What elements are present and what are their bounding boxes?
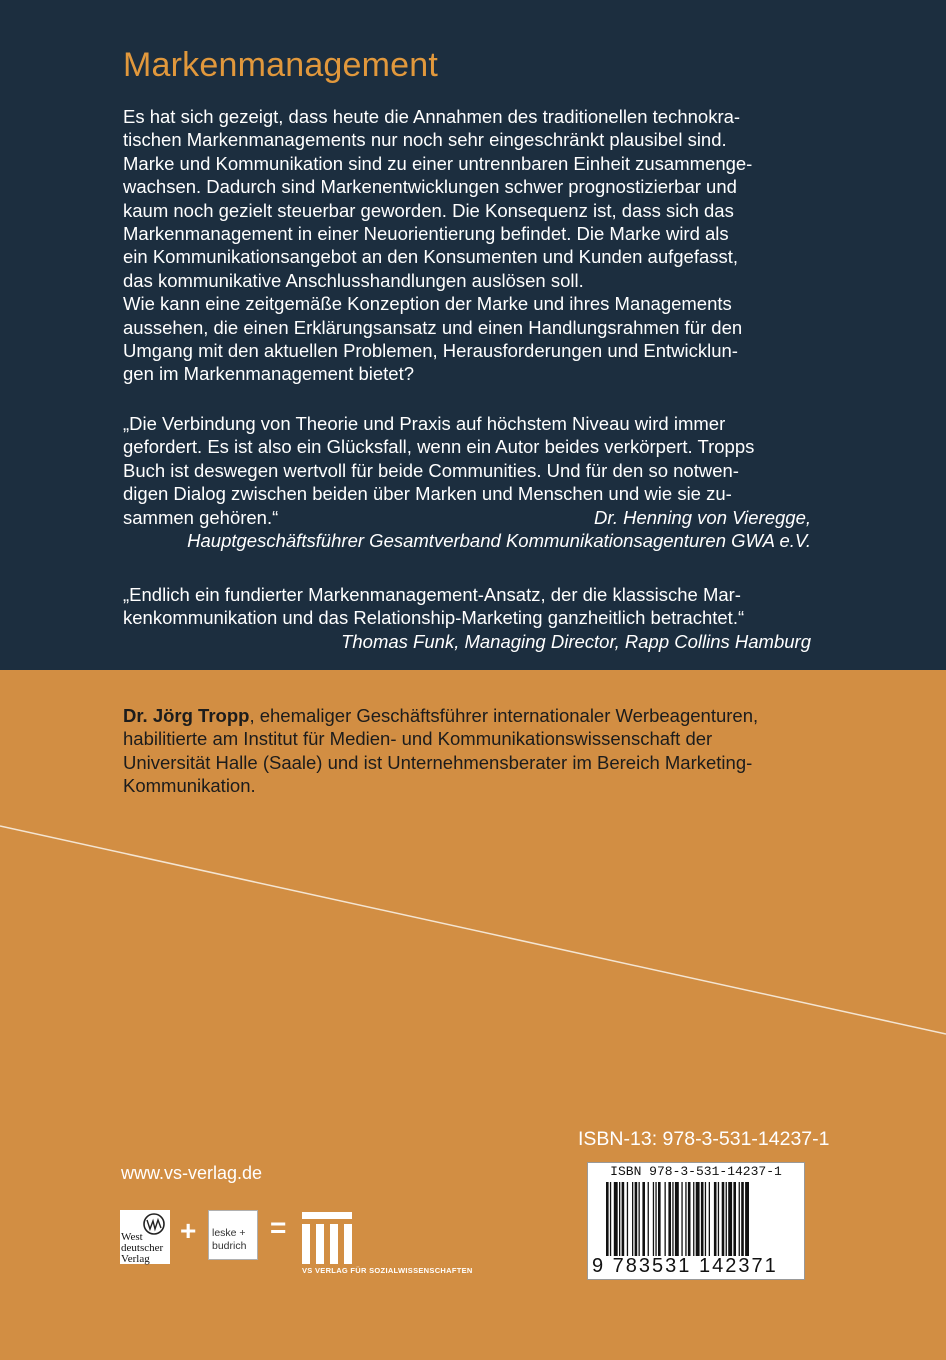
barcode-bar (745, 1182, 749, 1256)
leske-budrich-logo (208, 1210, 258, 1260)
intro-line: wachsen. Dadurch sind Markenentwicklungen schwer prognostizierbar und (123, 176, 737, 198)
quote-line: Buch ist deswegen wertvoll für beide Communities. Und für den so notwen- (123, 459, 739, 481)
barcode-bar (658, 1182, 661, 1256)
isbn-label: ISBN-13: 978-3-531-14237-1 (578, 1128, 830, 1150)
barcode-bar (685, 1182, 686, 1256)
wdv-line: West (121, 1231, 143, 1243)
barcode-bar (714, 1182, 717, 1256)
barcode-bar (642, 1182, 645, 1256)
intro-line: aussehen, die einen Erklärungsansatz und einen Handlungsrahmen für den (123, 316, 743, 338)
intro-text (123, 105, 752, 386)
wdv-line: Verlag (121, 1253, 150, 1265)
barcode-bar (733, 1182, 736, 1256)
bio-text: , ehemaliger Geschäftsführer internationaler Werbeagenturen, (249, 705, 759, 726)
barcode-bar (639, 1182, 640, 1256)
intro-line: Marke und Kommunikation sind zu einer untrennbaren Einheit zusammenge- (123, 152, 753, 174)
bio-first-line (123, 704, 758, 727)
author-name: Dr. Jörg Tropp (123, 705, 250, 726)
barcode-bar (741, 1182, 744, 1256)
plus-sign: + (180, 1215, 197, 1246)
barcode-bar (718, 1182, 719, 1256)
quote-author: Dr. Henning von Vieregge, (594, 506, 811, 528)
barcode-bar (653, 1182, 654, 1256)
equals-sign: = (270, 1212, 287, 1243)
intro-line: kaum noch gezielt steuerbar geworden. Die Konsequenz ist, dass sich das (123, 199, 734, 221)
author-bio (123, 704, 758, 798)
bio-line: Kommunikation. (123, 775, 256, 797)
barcode-bar (614, 1182, 618, 1256)
bio-line: habilitierte am Institut für Medien- und Kommunikationswissenschaft der (123, 728, 713, 750)
wdv-line: deutscher (121, 1242, 164, 1254)
barcode-bar (632, 1182, 633, 1256)
lb-line: budrich (212, 1240, 247, 1252)
publisher-website: www.vs-verlag.de (121, 1163, 263, 1183)
barcode-bar (672, 1182, 673, 1256)
barcode-bars (606, 1182, 788, 1256)
barcode-bar (627, 1182, 628, 1256)
barcode-bar (681, 1182, 682, 1256)
vs-verlag-logo-icon (302, 1212, 352, 1264)
barcode-bar (693, 1182, 694, 1256)
wdv-wordmark (121, 1232, 163, 1265)
barcode-bar (722, 1182, 725, 1256)
vs-verlag-label: VS VERLAG FÜR SOZIALWISSENSCHAFTEN (302, 1266, 473, 1275)
barcode-bar (728, 1182, 732, 1256)
quote-author-role: Hauptgeschäftsführer Gesamtverband Kommunikationsagenturen GWA e.V. (187, 530, 811, 552)
quote-line: sammen gehören.“ (123, 506, 279, 528)
lb-line: leske + (212, 1227, 246, 1239)
barcode-bar (726, 1182, 727, 1256)
barcode-bar (619, 1182, 620, 1256)
barcode-bar (668, 1182, 671, 1256)
barcode-bar (665, 1182, 666, 1256)
barcode-bar (688, 1182, 691, 1256)
intro-line: gen im Markenmanagement bietet? (123, 363, 415, 385)
barcode-bar (705, 1182, 706, 1256)
intro-line: ein Kommunikationsangebot an den Konsumenten und Kunden aufgefasst, (123, 246, 739, 268)
intro-line: Wie kann eine zeitgemäße Konzeption der Marke und ihres Managements (123, 293, 732, 315)
quote-line: „Die Verbindung von Theorie und Praxis auf höchstem Niveau wird immer (123, 413, 726, 434)
quote-last-line-row (123, 506, 811, 529)
quote-line: „Endlich ein fundierter Markenmanagement-Ansatz, der die klassische Mar- (123, 584, 741, 605)
barcode-bar (655, 1182, 656, 1256)
intro-line: das kommunikative Anschlusshandlungen auslösen soll. (123, 269, 584, 291)
intro-line: Markenmanagement in einer Neuorientierung befindet. Die Marke wird als (123, 223, 729, 245)
barcode-bar (610, 1182, 611, 1256)
barcode-bar (709, 1182, 710, 1256)
quote-attribution: Thomas Funk, Managing Director, Rapp Collins Hamburg (341, 630, 811, 652)
isbn-barcode (587, 1162, 805, 1280)
intro-line: Umgang mit den aktuellen Problemen, Herausforderungen und Entwicklun- (123, 340, 738, 362)
barcode-bar (648, 1182, 649, 1256)
barcode-bar (675, 1182, 679, 1256)
barcode-bar (622, 1182, 625, 1256)
quote-line: kenkommunikation und das Relationship-Marketing ganzheitlich betrachtet.“ (123, 607, 745, 629)
book-title: Markenmanagement (123, 46, 439, 84)
barcode-bar (606, 1182, 609, 1256)
barcode-bar (701, 1182, 704, 1256)
barcode-top-text: ISBN 978-3-531-14237-1 (610, 1164, 782, 1179)
intro-line: Es hat sich gezeigt, dass heute die Annahmen des traditionellen technokra- (123, 106, 741, 127)
barcode-bar (635, 1182, 638, 1256)
intro-line: tischen Markenmanagements nur noch sehr eingeschränkt plausibel sind. (123, 129, 727, 151)
barcode-bar (739, 1182, 740, 1256)
testimonial-funk (123, 583, 811, 653)
testimonial-vieregge (123, 412, 811, 552)
barcode-digits: 9 783531 142371 (592, 1255, 778, 1277)
leske-budrich-wordmark (212, 1227, 246, 1253)
bio-line: Universität Halle (Saale) und ist Unternehmensberater im Bereich Marketing- (123, 751, 753, 773)
quote-line: gefordert. Es ist also ein Glücksfall, wenn ein Autor beides verkörpert. Tropps (123, 436, 755, 458)
quote-line: digen Dialog zwischen beiden über Marken und Menschen und wie sie zu- (123, 483, 732, 505)
barcode-bar (696, 1182, 700, 1256)
westdeutscher-verlag-logo (120, 1210, 170, 1264)
